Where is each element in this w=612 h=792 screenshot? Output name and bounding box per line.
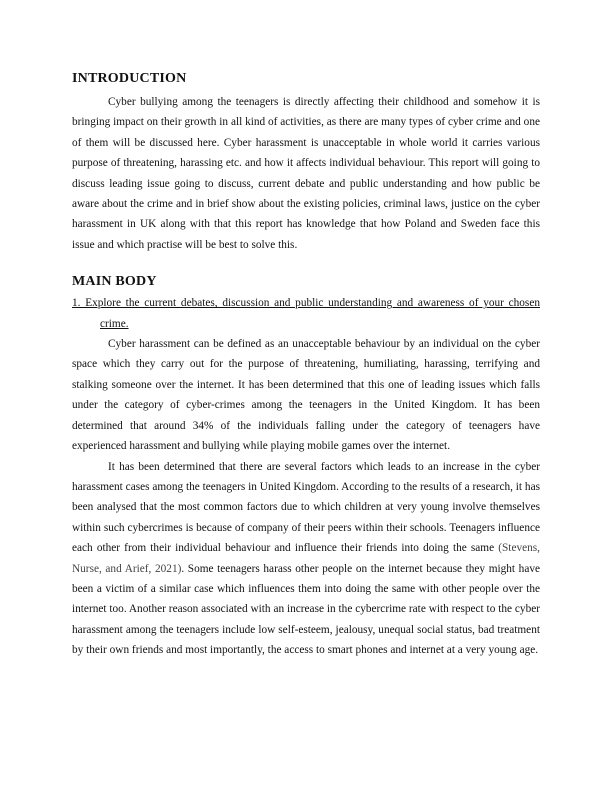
section-1-heading-text: 1. Explore the current debates, discussion and public understanding and awareness of your chosen crime. (72, 297, 540, 330)
paragraph-2-part-1: It has been determined that there are several factors which leads to an increase in the cyber harassment cases among the teenagers in United Kingdom. According to the results of a research, it has been analysed that the most common factors due to which children at very young involve themselves within such cybercrimes is because of company of their peers within their schools. Teenagers influence each other from their individual behaviour and influence their friends into doing the same (72, 460, 540, 555)
main-body-paragraph-2 (72, 457, 540, 661)
citation: (Stevens, Nurse, and Arief, 2021) (72, 542, 540, 575)
main-body-paragraph-1: Cyber harassment can be defined as an unacceptable behaviour by an individual on the cyber space which they carry out for the purpose of threatening, humiliating, harassing, terrifying and stalking someone over the internet. It has been determined that this one of leading issues which falls under the category of cyber-crimes among the teenagers in the United Kingdom. It has been determined that around 34% of the individuals falling under the category of teenagers have experienced harassment and bullying while playing mobile games over the internet. (72, 338, 540, 453)
introduction-paragraph: Cyber bullying among the teenagers is directly affecting their childhood and somehow it is bringing impact on their growth in all kind of activities, as there are many types of cyber crime and one of them will be discussed here. Cyber harassment is unacceptable in whole world it carries various purpose of threatening, harassing etc. and how it affects individual behaviour. This report will going to discuss leading issue going to discuss, current debate and public understanding and how public be aware about the crime and in brief show about the existing policies, criminal laws, justice on the cyber harassment in UK along with that this report has knowledge that how Poland and Sweden face this issue and which practise will be best to solve this. (72, 96, 540, 251)
introduction-heading: INTRODUCTION (72, 71, 187, 86)
document-content (72, 70, 540, 661)
paragraph-2-part-2: . Some teenagers harass other people on the internet because they might have been a victim of a similar case which influences them into doing the same with other people over the internet too. Another reason associated with an increase in the cybercrime rate with respect to the cyber harassment among the teenagers include low self-esteem, jealousy, unequal social status, bad treatment by their own friends and most importantly, the access to smart phones and internet at a very young age. (72, 562, 540, 657)
section-1-heading (72, 293, 540, 334)
main-body-heading: MAIN BODY (72, 274, 157, 290)
